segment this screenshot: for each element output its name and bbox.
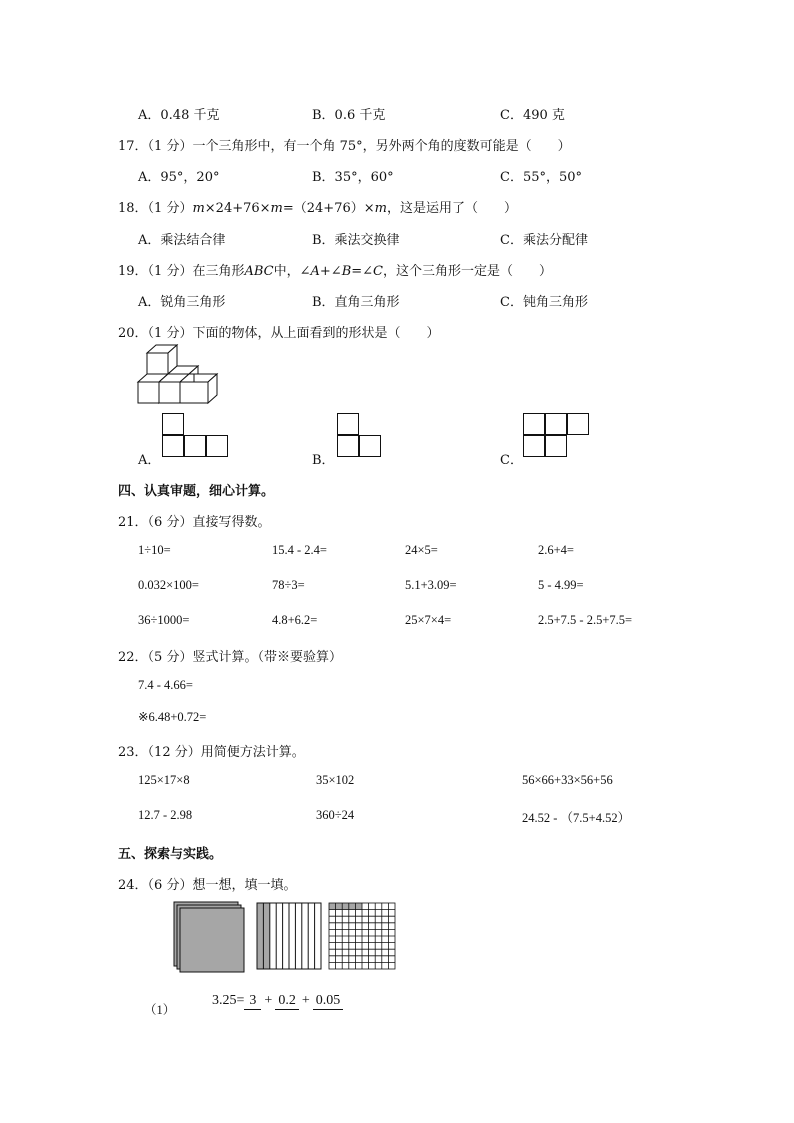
section-4-title: 四、认真审题，细心计算。 <box>118 484 275 499</box>
shape-square <box>545 435 567 457</box>
q20-option-b-label: B． <box>312 453 335 468</box>
q22-item: 7.4 - 4.66= <box>138 678 193 692</box>
q23-stem: 23．（12 分）用简便方法计算。 <box>118 745 305 760</box>
q21-item: 2.5+7.5 - 2.5+7.5= <box>538 613 633 627</box>
q23-item: 24.52 - （7.5+4.52） <box>522 811 631 825</box>
q19-angle-a: A <box>310 264 320 279</box>
q22-stem: 22．（5 分）竖式计算。（带※要验算） <box>118 650 342 665</box>
q21-stem: 21．（6 分）直接写得数。 <box>118 515 271 530</box>
q18-prefix: 18．（1 分） <box>118 201 193 216</box>
q19-mid: 中，∠ <box>273 264 311 279</box>
q19-option-b: B．直角三角形 <box>312 295 400 310</box>
q19-angle-b: B <box>341 264 352 279</box>
hundredths-figure <box>328 902 398 972</box>
q23-item: 12.7 - 2.98 <box>138 808 193 822</box>
q21-item: 78÷3= <box>272 578 305 592</box>
q23-item: 56×66+33×56+56 <box>522 773 613 787</box>
q21-item: 1÷10= <box>138 543 171 557</box>
q21-item: 5.1+3.09= <box>405 578 457 592</box>
q21-item: 24×5= <box>405 543 438 557</box>
shape-square <box>337 413 359 435</box>
q22-item: ※6.48+0.72= <box>138 710 207 724</box>
q23-item: 35×102 <box>316 773 355 787</box>
q18-expr-part: ×24+76× <box>204 201 271 216</box>
q18-var-m3: m <box>374 201 387 216</box>
q21-item: 0.032×100= <box>138 578 199 592</box>
q17-option-c: C．55°，50° <box>500 170 583 185</box>
answer-blank-ones[interactable]: 3 <box>244 993 261 1010</box>
shape-square <box>337 435 359 457</box>
q19-plus: +∠ <box>319 264 342 279</box>
shape-square <box>359 435 381 457</box>
q20-option-a-label: A． <box>138 453 161 468</box>
q18-option-c: C．乘法分配律 <box>500 233 588 248</box>
q19-stem <box>118 260 552 279</box>
plus-sign: + <box>301 993 310 1008</box>
shape-square <box>206 435 228 457</box>
q18-option-a: A．乘法结合律 <box>138 233 226 248</box>
plus-sign: + <box>264 993 273 1008</box>
q20-option-c-label: C． <box>500 453 523 468</box>
q19-prefix: 19．（1 分）在三角形 <box>118 264 245 279</box>
q18-var-m1: m <box>192 201 205 216</box>
q18-option-b: B．乘法交换律 <box>312 233 400 248</box>
q16-option-c: C．490 克 <box>500 108 565 123</box>
shape-square <box>523 435 545 457</box>
q19-option-c: C．钝角三角形 <box>500 295 588 310</box>
section-5-title: 五、探索与实践。 <box>118 847 223 862</box>
shape-square <box>184 435 206 457</box>
q21-item: 4.8+6.2= <box>272 613 318 627</box>
q17-stem: 17．（1 分）一个三角形中，有一个角 75°，另外两个角的度数可能是（ ） <box>118 139 571 154</box>
q18-expr-part2: =（24+76）× <box>282 201 375 216</box>
shape-square <box>162 435 184 457</box>
q19-eq: =∠ <box>351 264 374 279</box>
equation-lhs: 3.25= <box>212 993 245 1008</box>
q24-stem: 24．（6 分）想一想，填一填。 <box>118 878 297 893</box>
q24-decomposition-equation <box>212 993 343 1010</box>
q18-stem <box>118 197 517 216</box>
q21-item: 2.6+4= <box>538 543 574 557</box>
shape-square <box>162 413 184 435</box>
tenths-figure <box>256 902 324 972</box>
q20-stem: 20．（1 分）下面的物体，从上面看到的形状是（ ） <box>118 326 440 341</box>
shape-square <box>545 413 567 435</box>
q19-triangle-name: ABC <box>244 264 274 279</box>
q21-item: 25×7×4= <box>405 613 452 627</box>
q16-option-b: B．0.6 千克 <box>312 108 386 123</box>
q23-item: 360÷24 <box>316 808 355 822</box>
q23-item: 125×17×8 <box>138 773 190 787</box>
q19-angle-c: C <box>373 264 383 279</box>
three-wholes-figure <box>170 900 250 976</box>
q21-item: 15.4 - 2.4= <box>272 543 327 557</box>
cube-stack-figure <box>134 344 224 410</box>
answer-blank-hundredths[interactable]: 0.05 <box>313 993 344 1010</box>
q21-item: 36÷1000= <box>138 613 190 627</box>
q17-option-b: B．35°，60° <box>312 170 394 185</box>
q17-option-a: A．95°，20° <box>138 170 220 185</box>
shape-square <box>523 413 545 435</box>
q24-sub1-label: （1） <box>144 1003 176 1017</box>
q19-suffix: ，这个三角形一定是（ ） <box>383 264 553 279</box>
q18-var-m2: m <box>270 201 283 216</box>
q21-item: 5 - 4.99= <box>538 578 584 592</box>
q19-option-a: A．锐角三角形 <box>138 295 226 310</box>
q16-option-a: A．0.48 千克 <box>138 108 220 123</box>
q18-suffix: ，这是运用了（ ） <box>386 201 517 216</box>
shape-square <box>567 413 589 435</box>
answer-blank-tenths[interactable]: 0.2 <box>275 993 299 1010</box>
